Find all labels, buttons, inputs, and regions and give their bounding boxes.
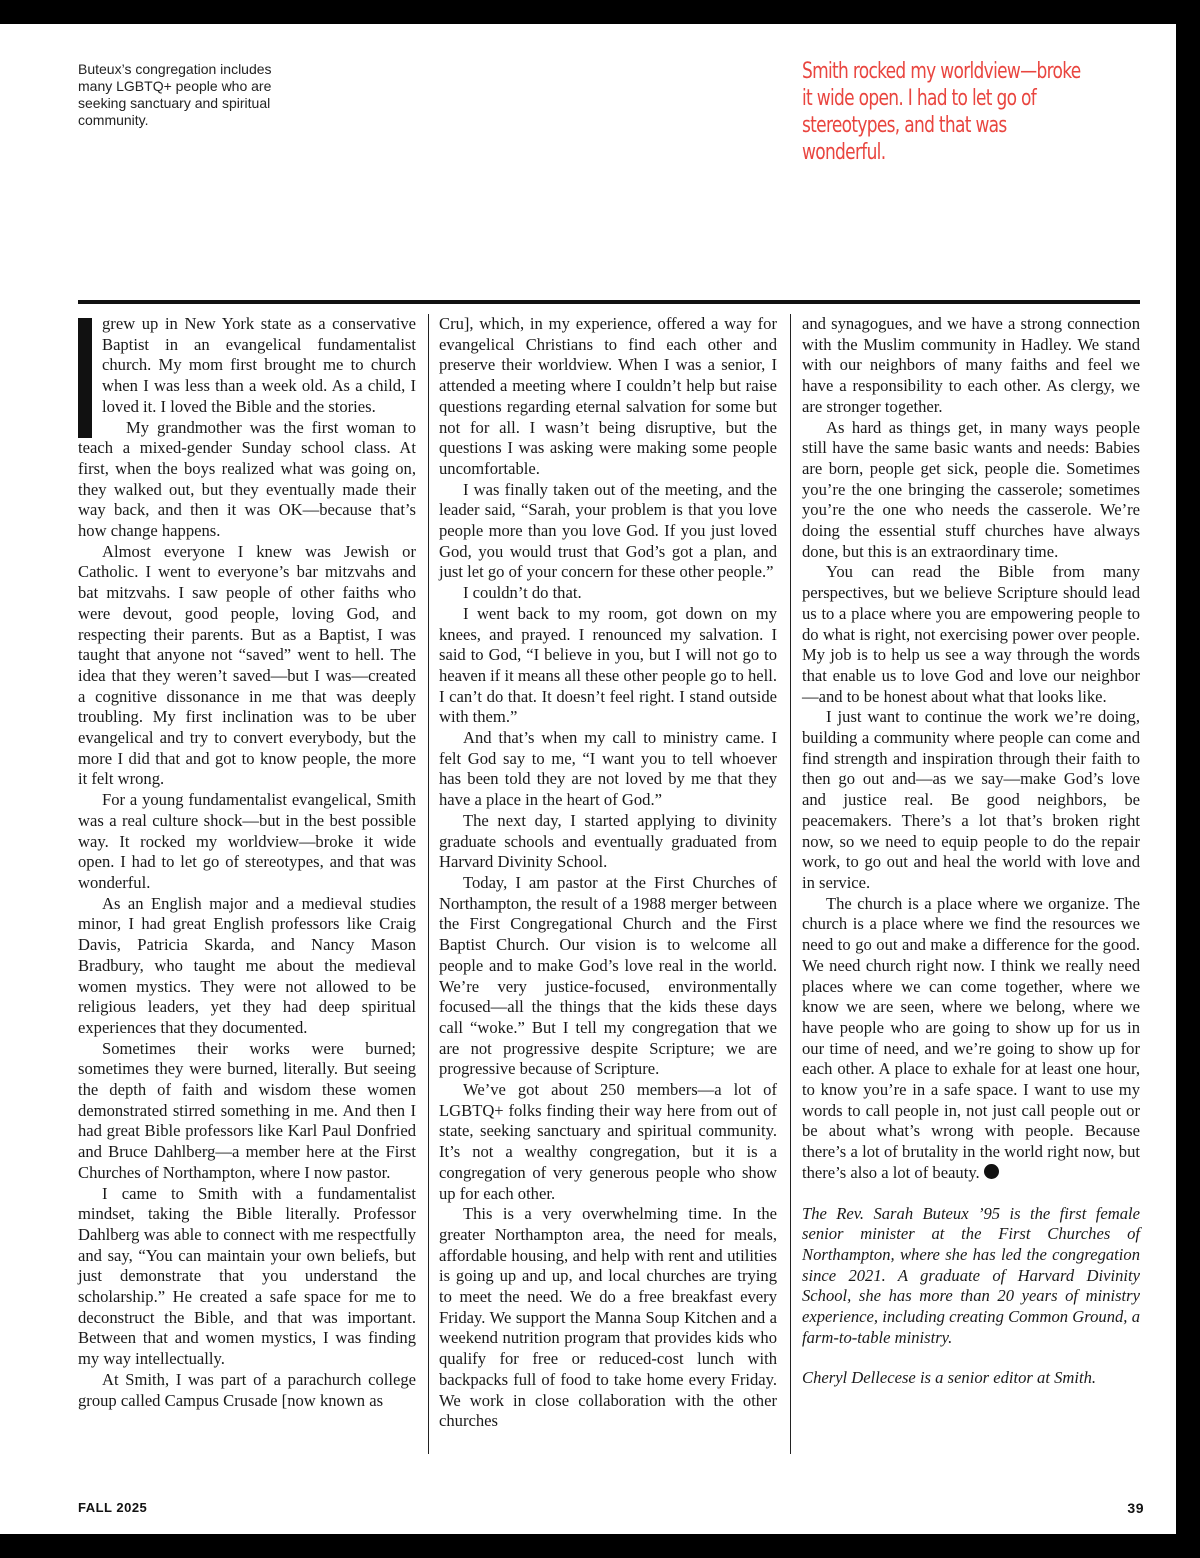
article-paragraph bbox=[802, 894, 1140, 1184]
article-column-1 bbox=[78, 314, 416, 1411]
article-paragraph: I came to Smith with a fundamentalist mindset, taking the Bible literally. Professor Dahlberg was able to connect with me respectfully and say, “You can maintain your own beliefs, but just demonstrate that you understand the scholarship.” He created a safe space for me to deconstruct the Bible, and that was important. Between that and women mystics, I was finding my way intellectually. bbox=[78, 1183, 416, 1369]
column-divider bbox=[428, 314, 429, 1454]
article-paragraph: I was finally taken out of the meeting, and the leader said, “Sarah, your problem is that you love people more than you love God. If you just loved God, you would trust that God’s got a plan, and just let go of your concern for these other people.” bbox=[439, 479, 777, 582]
article-paragraph: My grandmother was the first woman to teach a mixed-gender Sunday school class. At first, when the boys realized what was going on, they walked out, but they eventually made their way back, and then it was OK—because that’s how change happens. bbox=[78, 417, 416, 541]
paragraph-text: grew up in New York state as a conservative Baptist in an evangelical fundamentalist church. My mom first brought me to church when I was less than a week old. As a child, I loved it. I loved the Bible and the stories. bbox=[102, 314, 416, 416]
article-paragraph: Cru], which, in my experience, offered a way for evangelical Christians to find each other and preserve their worldview. When I was a senior, I attended a meeting where I couldn’t help but raise questions regarding eternal salvation for some but not for all. I wasn’t being disruptive, but the questions I was asking were making some people uncomfortable. bbox=[439, 314, 777, 478]
article-paragraph: I couldn’t do that. bbox=[463, 583, 582, 603]
paragraph-text: The church is a place where we organize. The church is a place where we find the resources we need to go out and make a difference for the good. We need church right now. I think we really need places where we can come together, where we know we are seen, where we belong, where we have people who are going to show up for us in our time of need, and we’re going to show up for each other. A place to exhale for at least one hour, to know you’re in a safe space. I want to use my words to call people in, not just call people out or be about what’s wrong with people. Because there’s a lot of brutality in the world right now, but there’s also a lot of beauty. bbox=[802, 893, 1140, 1182]
section-rule bbox=[78, 300, 1140, 304]
article-column-3 bbox=[802, 314, 1140, 1389]
page-number: 39 bbox=[1127, 1500, 1144, 1516]
end-mark-icon bbox=[984, 1164, 999, 1179]
author-bio: The Rev. Sarah Buteux ’95 is the first female senior minister at the First Churches of Northampton, where she has led the congregation since 2021. A graduate of Harvard Divinity School, she has more than 20 years of ministry experience, including creating Common Ground, a farm-to-table ministry. bbox=[802, 1203, 1140, 1347]
article-paragraph: For a young fundamentalist evangelical, Smith was a real culture shock—but in the best possible way. It rocked my worldview—broke it wide open. I had to let go of stereotypes, and that was wonderful. bbox=[78, 790, 416, 892]
photo-caption: Buteux’s congregation includes many LGBTQ+ people who are seeking sanctuary and spiritual community. bbox=[78, 61, 272, 128]
article-paragraph: This is a very overwhelming time. In the greater Northampton area, the need for meals, affordable housing, and help with rent and utilities is going up and up, and local churches are trying to meet the need. We do a free breakfast every Friday. We support the Manna Soup Kitchen and a weekend nutrition program that provides kids who qualify for free or reduced-cost lunch with backpacks full of food to take home every Friday. We work in close collaboration with the other churches bbox=[439, 1204, 777, 1431]
article-paragraph: and synagogues, and we have a strong connection with the Muslim community in Hadley. We stand with our neighbors of many faiths and feel we have a responsibility to each other. As clergy, we are stronger together. bbox=[802, 314, 1140, 416]
article-paragraph: The next day, I started applying to divinity graduate schools and eventually graduated from Harvard Divinity School. bbox=[439, 810, 777, 872]
article-paragraph: I went back to my room, got down on my knees, and prayed. I renounced my salvation. I said to God, “I believe in you, but I will not go to heaven if it means all these other people go to hell. I can’t do that. It doesn’t feel right. I stand outside with them.” bbox=[439, 603, 777, 727]
column-divider bbox=[790, 314, 791, 1454]
article-paragraph bbox=[78, 314, 416, 418]
article-paragraph: Sometimes their works were burned; sometimes they were burned, literally. But seeing the depth of faith and wisdom these women demonstrated stirred something in me. And then I had great Bible professors like Karl Paul Donfried and Bruce Dahlberg—a member here at the First Churches of Northampton, where I now pastor. bbox=[78, 1038, 416, 1182]
article-paragraph: I just want to continue the work we’re doing, building a community where people can come and find strength and inspiration through their faith to then go out and—as we say—make God’s love and justice real. Be good neighbors, be peacemakers. There’s a lot that’s broken right now, so we need to equip people to do the repair work, to go out and heal the world with love and in service. bbox=[802, 707, 1140, 892]
pull-quote: Smith rocked my worldview—broke it wide open. I had to let go of stereotypes, and that was wonderful. bbox=[802, 59, 1081, 165]
article-paragraph: At Smith, I was part of a parachurch college group called Campus Crusade [now known as bbox=[78, 1369, 416, 1410]
article-paragraph: As hard as things get, in many ways people still have the same basic wants and needs: Babies are born, people get sick, people die. Sometimes you’re the one bringing the casserole; sometimes you’re the one who needs the casserole. We’re doing the essential stuff churches have always done, but this is an extraordinary time. bbox=[802, 417, 1140, 561]
article-paragraph: As an English major and a medieval studies minor, I had great English professors like Craig Davis, Patricia Skarda, and Nancy Mason Bradbury, who taught me about the medieval women mystics. They were not allowed to be religious leaders, yet they had deep spiritual experiences that they documented. bbox=[78, 893, 416, 1037]
writer-credit: Cheryl Dellecese is a senior editor at Smith. bbox=[802, 1368, 1097, 1388]
article-paragraph: Today, I am pastor at the First Churches of Northampton, the result of a 1988 merger between the First Congregational Church and the First Baptist Church. Our vision is to welcome all people and to make God’s love real in the world. We’re very justice-focused, environmentally focused—all the things that the kids these days call “woke.” But I tell my congregation that we are not progressive despite Scripture; we are progressive because of Scripture. bbox=[439, 872, 777, 1079]
article-paragraph: And that’s when my call to ministry came. I felt God say to me, “I want you to tell whoever has been told they are not loved by me that they have a place in the heart of God.” bbox=[439, 728, 777, 810]
article-paragraph: Almost everyone I knew was Jewish or Catholic. I went to everyone’s bar mitzvahs and bat mitzvahs. I saw people of other faiths who were devout, good people, loving God, and respecting their parents. But as a Baptist, I was taught that anyone not “saved” went to hell. The idea that they weren’t saved—but I was—created a cognitive dissonance in me that was deeply troubling. My first inclination was to be uber evangelical and try to convert everybody, but the more I did that and got to know people, the more it felt wrong. bbox=[78, 541, 416, 789]
magazine-page bbox=[0, 24, 1176, 1534]
article-paragraph: We’ve got about 250 members—a lot of LGBTQ+ folks finding their way here from out of state, seeking sanctuary and spiritual community. It’s not a wealthy congregation, but it is a congregation of very generous people who show up for each other. bbox=[439, 1080, 777, 1203]
article-paragraph: You can read the Bible from many perspectives, but we believe Scripture should lead us to a place where you are empowering people to do what is right, not exercising power over people. My job is to help us see a way through the words that enable us to love God and love our neighbor—and to be honest about what that looks like. bbox=[802, 562, 1140, 706]
issue-label: FALL 2025 bbox=[78, 1500, 148, 1515]
article-column-2 bbox=[439, 314, 777, 1432]
drop-cap bbox=[78, 318, 92, 438]
